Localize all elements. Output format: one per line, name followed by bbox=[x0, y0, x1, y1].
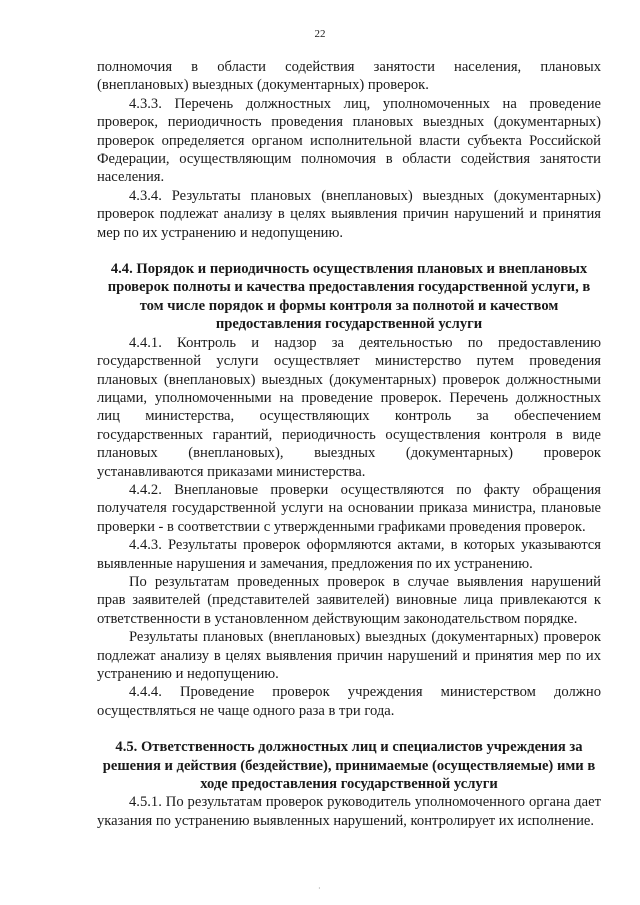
paragraph-continuation: полномочия в области содействия занятости населения, плановых (внеплановых) выездных (документарных) проверок. bbox=[97, 59, 601, 94]
paragraph-4-5-1: 4.5.1. По результатам проверок руководитель уполномоченного органа дает указания по устранению выявленных нарушений, контролирует их исполнение. bbox=[97, 794, 601, 829]
scan-speck: · bbox=[318, 884, 321, 893]
paragraph-results-analysis: Результаты плановых (внеплановых) выездных (документарных) проверок подлежат анализу в целях выявления причин нарушений и принятия мер по их устранению и недопущению. bbox=[97, 629, 601, 682]
page-number: 22 bbox=[314, 28, 326, 40]
paragraph-4-4-3: 4.4.3. Результаты проверок оформляются актами, в которых указываются выявленные нарушения и замечания, предложения по их устранению. bbox=[97, 537, 601, 572]
paragraph-4-4-4: 4.4.4. Проведение проверок учреждения министерством должно осуществляться не чаще одного раза в три года. bbox=[97, 684, 601, 719]
paragraph-4-3-4: 4.3.4. Результаты плановых (внеплановых) выездных (документарных) проверок подлежат анализу в целях выявления причин нарушений и принятия мер по их устранению и недопущению. bbox=[97, 187, 601, 241]
paragraph-4-3-3: 4.3.3. Перечень должностных лиц, уполномоченных на проведение проверок, периодичность проведения плановых выездных (документарных) проверок определяется органом исполнительной власти субъекта Российской Федерации, осуществляющим полномочия в области содействия занятости населения. bbox=[97, 95, 601, 186]
page-body bbox=[97, 58, 601, 830]
section-heading-4-4: 4.4. Порядок и периодичность осуществления плановых и внеплановых проверок полноты и качества предоставления государственной услуги, в том числе порядок и формы контроля за полнотой и качеством предоставления государственной услуги bbox=[107, 261, 591, 333]
paragraph-4-4-1: 4.4.1. Контроль и надзор за деятельностью по предоставлению государственной услуги осуществляет министерство путем проведения плановых (внеплановых) выездных (документарных) проверок должностными лицами, уполномоченными на проведение проверок. Перечень должностных лиц министерства, осуществляющих контроль за обеспечением государственных гарантий, периодичность осуществления контроля в виде плановых (внеплановых), выездных (документарных) проверок устанавливаются приказами министерства. bbox=[97, 334, 601, 480]
section-heading-4-5: 4.5. Ответственность должностных лиц и специалистов учреждения за решения и действия (бездействие), принимаемые (осуществляемые) ими в ходе предоставления государственной услуги bbox=[102, 739, 596, 793]
paragraph-4-4-2: 4.4.2. Внеплановые проверки осуществляются по факту обращения получателя государственной услуги на основании приказа министра, плановые проверки - в соответствии с утвержденными графиками проведения проверок. bbox=[97, 481, 601, 535]
paragraph-violations: По результатам проведенных проверок в случае выявления нарушений прав заявителей (представителей заявителей) виновные лица привлекаются к ответственности в установленном действующим законодательством порядке. bbox=[97, 573, 601, 627]
